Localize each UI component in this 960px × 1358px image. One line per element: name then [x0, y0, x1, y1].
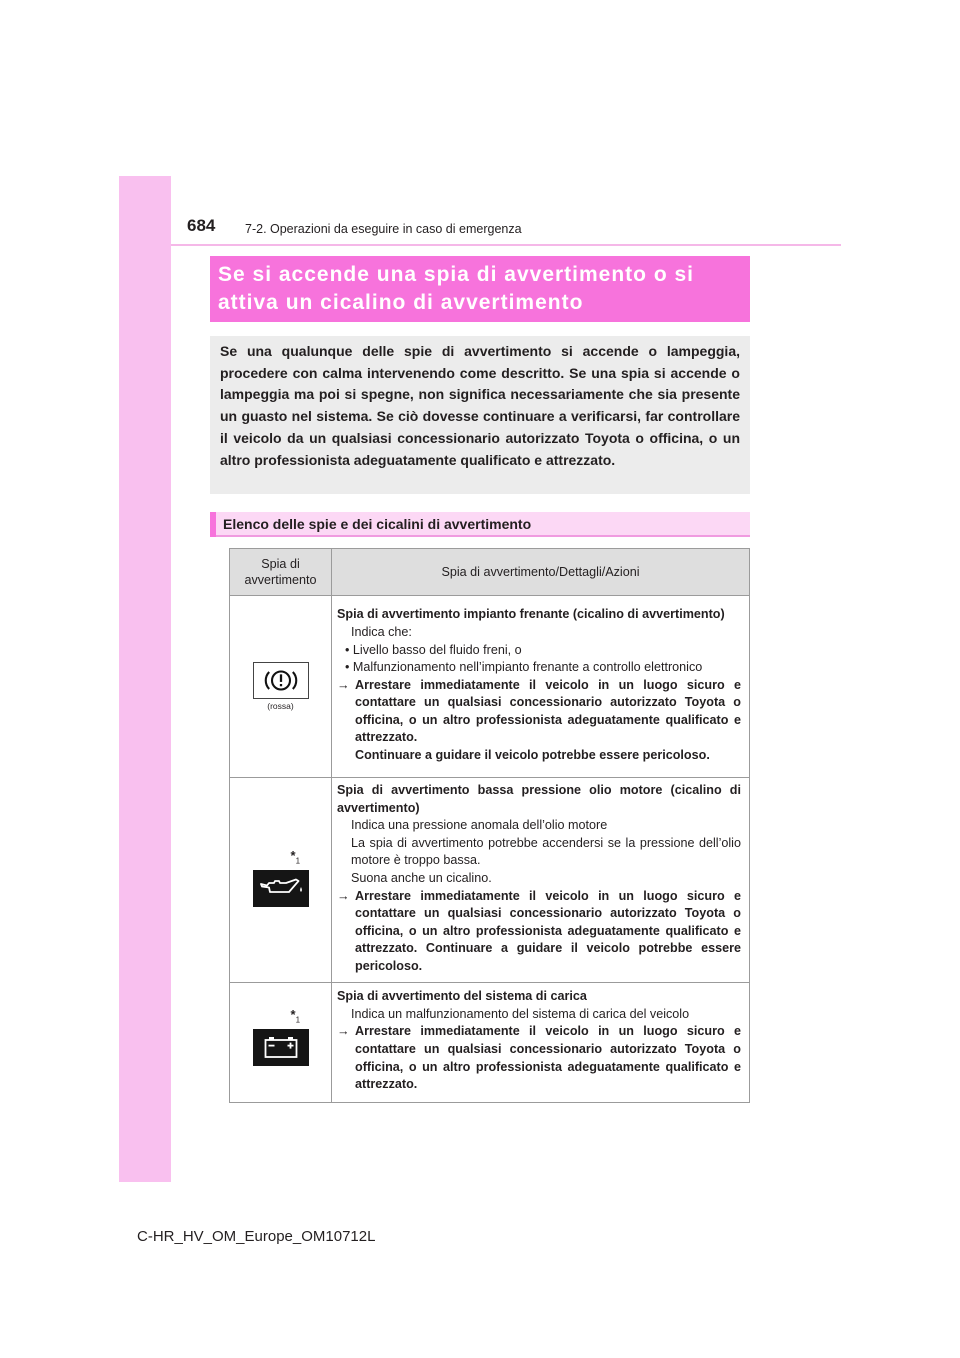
bullet-text: Livello basso del fluido freni, o: [352, 642, 522, 657]
header-divider: [171, 244, 841, 246]
footnote-mark: [291, 848, 301, 866]
icon-wrapper: [253, 1007, 309, 1066]
details-cell: [332, 982, 750, 1102]
footnote-number: 1: [295, 856, 301, 866]
action-extra: Continuare a guidare il veicolo potrebbe essere pericoloso.: [355, 748, 710, 763]
details-cell: [332, 778, 750, 983]
details-cell: [332, 596, 750, 778]
icon-cell: [230, 778, 332, 983]
table-row: [230, 596, 750, 778]
subheading-accent: [210, 512, 216, 537]
detail-line: Suona anche un cicalino.: [351, 870, 492, 885]
table-row: [230, 778, 750, 983]
table-header-details: Spia di avvertimento/Dettagli/Azioni: [332, 549, 750, 596]
bullet-item: • Malfunzionamento nell’impianto frenante a controllo elettronico: [345, 660, 703, 675]
footnote-mark: [291, 1007, 301, 1025]
page-title-line2: attiva un cicalino di avvertimento: [218, 291, 584, 314]
subheading-text: Elenco delle spie e dei cicalini di avvertimento: [223, 516, 532, 532]
icon-wrapper: [253, 847, 309, 907]
table-header-row: [230, 549, 750, 596]
action-body: Arrestare immediatamente il veicolo in un luogo sicuro e contattare un qualsiasi concessionario autorizzato Toyota o officina, o un altro professionista adeguatamente qualificato e attrezzato.: [355, 1024, 741, 1092]
side-tab-band: [119, 176, 171, 1182]
action-text: [337, 677, 741, 747]
intro-box: [210, 336, 750, 494]
table-header-icon: [230, 549, 332, 596]
footnote-number: 1: [295, 1015, 301, 1025]
battery-charge-icon: [253, 1029, 309, 1066]
icon-cell: [230, 596, 332, 778]
table-row: [230, 982, 750, 1102]
table-header-icon-line2: avvertimento: [244, 573, 317, 587]
action-text: [337, 888, 741, 976]
intro-text: Se una qualunque delle spie di avvertimento si accende o lampeggia, procedere con calma intervenendo come descritto. Se una spia si accende o lampeggia ma poi si spegne, non significa necessariamente che sia presente un guasto nel sistema. Se ciò dovesse continuare a verificarsi, far controllare il veicolo da un qualsiasi concessionario autorizzato Toyota o officina, o un altro professionista adeguatamente qualificato e attrezzato.: [220, 343, 740, 468]
subheading: [210, 512, 750, 537]
page-title: [210, 256, 750, 322]
detail-line: Indica un malfunzionamento del sistema di carica del veicolo: [351, 1006, 690, 1021]
brake-warning-icon: [253, 662, 309, 699]
arrow-icon: →: [337, 888, 350, 903]
detail-line: La spia di avvertimento potrebbe accendersi se la pressione dell’olio motore è troppo bassa.: [351, 835, 741, 868]
page-title-line1: Se si accende una spia di avvertimento o si: [218, 263, 695, 286]
lamp-title: Spia di avvertimento impianto frenante (cicalino di avvertimento): [337, 607, 725, 622]
icon-cell: [230, 982, 332, 1102]
warning-lights-table: [229, 548, 750, 1103]
bullet-item: • Livello basso del fluido freni, o: [345, 642, 522, 657]
table-header-icon-line1: Spia di: [261, 557, 300, 571]
lamp-title: Spia di avvertimento del sistema di carica: [337, 989, 587, 1004]
detail-line: Indica che:: [351, 624, 412, 639]
detail-line: Indica una pressione anomala dell’olio motore: [351, 818, 608, 833]
arrow-icon: →: [337, 677, 350, 692]
footnote-star: *: [290, 1007, 296, 1023]
bullet-text: Malfunzionamento nell’impianto frenante a controllo elettronico: [352, 660, 703, 675]
action-text: [337, 1023, 741, 1093]
lamp-title: Spia di avvertimento bassa pressione olio motore (cicalino di avvertimento): [337, 783, 741, 815]
document-code: C-HR_HV_OM_Europe_OM10712L: [137, 1228, 376, 1245]
oil-pressure-icon: [253, 870, 309, 907]
action-body: Arrestare immediatamente il veicolo in un luogo sicuro e contattare un qualsiasi concessionario autorizzato Toyota o officina, o un altro professionista adeguatamente qualificato e attrezzato. Continuare a guidare il veicolo potrebbe essere pericoloso.: [355, 888, 741, 973]
icon-caption: (rossa): [267, 700, 294, 711]
page-number: 684: [187, 216, 216, 235]
footnote-star: *: [290, 847, 296, 863]
icon-wrapper: [253, 662, 309, 711]
section-header: 7-2. Operazioni da eseguire in caso di emergenza: [245, 222, 522, 236]
action-body: Arrestare immediatamente il veicolo in un luogo sicuro e contattare un qualsiasi concessionario autorizzato Toyota o officina, o un altro professionista adeguatamente qualificato e attrezzato.: [355, 677, 741, 745]
arrow-icon: →: [337, 1024, 350, 1039]
